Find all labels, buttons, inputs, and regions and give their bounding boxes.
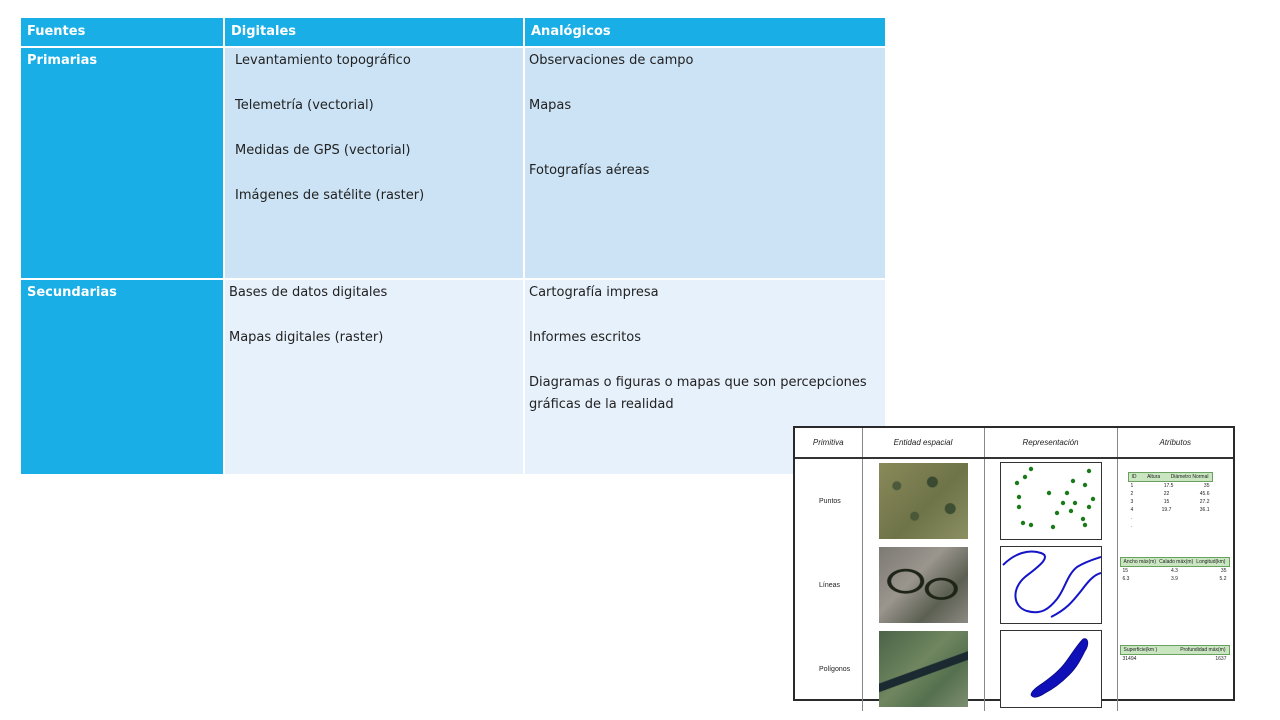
attr-row xyxy=(1128,498,1213,506)
list-item: Fotografías aéreas xyxy=(529,163,650,178)
row-primarias xyxy=(20,47,886,279)
attr-row xyxy=(1120,567,1230,575)
point-marker xyxy=(1086,505,1090,509)
stream-line xyxy=(1051,573,1101,617)
point-marker xyxy=(1060,501,1064,505)
header-fuentes: Fuentes xyxy=(20,17,224,47)
point-marker xyxy=(1016,505,1020,509)
attr-cell: . xyxy=(1130,515,1132,521)
list-item: Medidas de GPS (vectorial) xyxy=(235,143,411,158)
primitive-label-lineas: Líneas xyxy=(819,581,841,589)
row-label-secundarias: Secundarias xyxy=(20,279,224,475)
point-marker xyxy=(1050,525,1054,529)
attr-row xyxy=(1128,522,1213,530)
list-item: Informes escritos xyxy=(529,330,641,345)
figure-header-atributos: Atributos xyxy=(1117,428,1233,458)
attr-row xyxy=(1128,482,1213,490)
attr-col: Longitud(km) xyxy=(1196,559,1226,565)
figure-row-poligonos xyxy=(795,627,1233,711)
list-item: Observaciones de campo xyxy=(529,53,694,68)
attr-cell: 35 xyxy=(1203,483,1210,489)
cell-primarias-analogicos xyxy=(524,47,886,279)
header-row xyxy=(20,17,886,47)
attributes-points-table xyxy=(1128,472,1213,530)
cell-primarias-digitales xyxy=(224,47,524,279)
attr-col: Altura xyxy=(1147,474,1161,480)
point-marker xyxy=(1046,491,1050,495)
attr-col: Superficie(km ) xyxy=(1123,647,1158,653)
list-item: Bases de datos digitales xyxy=(229,285,388,300)
point-marker xyxy=(1080,517,1084,521)
aerial-photo-trees xyxy=(879,463,968,539)
attr-cell: 4.3 xyxy=(1171,568,1178,574)
point-marker xyxy=(1022,475,1026,479)
point-marker xyxy=(1016,495,1020,499)
point-marker xyxy=(1054,511,1058,515)
attr-row xyxy=(1120,575,1230,583)
point-marker xyxy=(1090,497,1094,501)
point-marker xyxy=(1082,523,1086,527)
figure-row-lineas xyxy=(795,543,1233,627)
attr-cell: 2 xyxy=(1130,491,1134,497)
point-marker xyxy=(1028,523,1032,527)
river-line xyxy=(1003,552,1101,613)
attr-cell: 27.2 xyxy=(1199,499,1210,505)
primitive-label-puntos: Puntos xyxy=(819,497,841,505)
attr-cell: 6.3 xyxy=(1122,576,1130,582)
point-marker xyxy=(1028,467,1032,471)
attr-cell: 31494 xyxy=(1122,656,1137,662)
point-marker xyxy=(1020,521,1024,525)
attr-col: Diámetro Normal xyxy=(1170,474,1209,480)
attr-cell: 15 xyxy=(1163,499,1170,505)
list-item: Cartografía impresa xyxy=(529,285,659,300)
point-markers xyxy=(1014,467,1094,529)
attr-row xyxy=(1120,655,1230,663)
attr-cell: 19.7 xyxy=(1161,507,1172,513)
list-item: Telemetría (vectorial) xyxy=(235,98,374,113)
figure-row-puntos xyxy=(795,458,1233,543)
attributes-polygons-table xyxy=(1120,645,1230,693)
aerial-photo-lake xyxy=(879,631,968,707)
attr-col: Ancho máx(m) xyxy=(1123,559,1157,565)
list-item: Imágenes de satélite (raster) xyxy=(235,188,425,203)
attr-row xyxy=(1128,490,1213,498)
attr-cell: 17.5 xyxy=(1163,483,1174,489)
attr-cell: 3.9 xyxy=(1171,576,1178,582)
attr-cell: 1637 xyxy=(1215,656,1227,662)
attr-cell: 1 xyxy=(1130,483,1134,489)
figure-header-entidad: Entidad espacial xyxy=(862,428,984,458)
header-analogicos: Analógicos xyxy=(524,17,886,47)
list-item: Mapas digitales (raster) xyxy=(229,330,384,345)
figure-header-primitiva: Primitiva xyxy=(795,428,862,458)
primitives-figure xyxy=(793,426,1235,701)
attr-cell: 35 xyxy=(1220,568,1227,574)
polygon-diagram xyxy=(1000,630,1102,708)
attr-col: Calado máx(m) xyxy=(1159,559,1194,565)
attr-cell: 15 xyxy=(1122,568,1129,574)
lines-diagram xyxy=(1000,546,1102,624)
primitive-label-poligonos: Polígonos xyxy=(819,665,851,673)
attr-col: ID xyxy=(1131,474,1137,480)
attr-cell: 22 xyxy=(1163,491,1170,497)
point-marker xyxy=(1082,483,1086,487)
list-item: Diagramas o figuras o mapas que son percepciones gráficas de la realidad xyxy=(529,375,867,412)
figure-header-row xyxy=(795,428,1233,458)
header-digitales: Digitales xyxy=(224,17,524,47)
cell-secundarias-digitales xyxy=(224,279,524,475)
point-marker xyxy=(1086,469,1090,473)
figure-header-representacion: Representación xyxy=(984,428,1117,458)
row-label-primarias: Primarias xyxy=(20,47,224,279)
attr-col: Profundidad máx(m) xyxy=(1180,647,1226,653)
aerial-photo-river xyxy=(879,547,968,623)
point-marker xyxy=(1014,481,1018,485)
attr-row xyxy=(1128,506,1213,514)
point-marker xyxy=(1072,501,1076,505)
list-item: Levantamiento topográfico xyxy=(235,53,411,68)
list-item: Mapas xyxy=(529,98,572,113)
points-diagram xyxy=(1000,462,1102,540)
point-marker xyxy=(1068,509,1072,513)
attr-cell: 5.2 xyxy=(1219,576,1227,582)
attr-cell: 3 xyxy=(1130,499,1134,505)
attributes-lines-table xyxy=(1120,557,1230,613)
attr-cell: . xyxy=(1130,523,1132,529)
point-marker xyxy=(1070,479,1074,483)
row-secundarias xyxy=(20,279,886,475)
attr-row xyxy=(1128,514,1213,522)
sources-table xyxy=(19,16,887,476)
attr-cell: 4 xyxy=(1130,507,1134,513)
attr-cell: 36.1 xyxy=(1199,507,1210,513)
point-marker xyxy=(1064,491,1068,495)
lake-polygon xyxy=(1031,639,1088,697)
primitives-table xyxy=(795,428,1233,711)
attr-cell: 45.6 xyxy=(1199,491,1210,497)
